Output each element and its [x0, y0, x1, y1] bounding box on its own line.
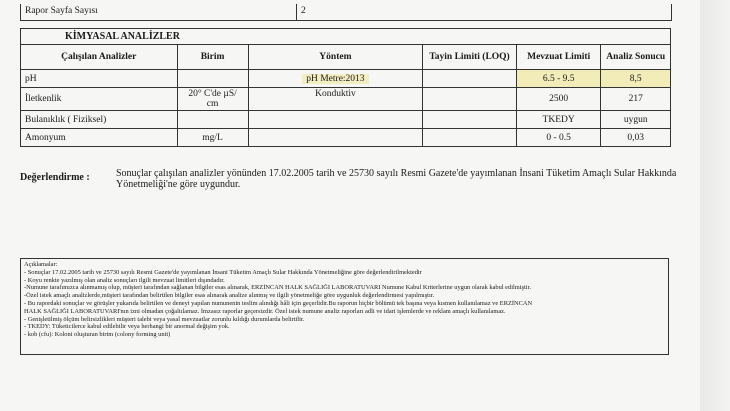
cell-sonuc: 0,03: [601, 129, 671, 147]
header-analiz-sonucu: Analiz Sonucu: [601, 45, 671, 70]
header-mevzuat-limiti: Mevzuat Limiti: [516, 45, 601, 70]
header-birim: Birim: [177, 45, 248, 70]
note-line: - Genişletilmiş ölçüm belirsizlikleri müşteri talebi veya yasal mevzuatlar zorunlu kıldığı durumlarda belirtilir.: [24, 315, 305, 323]
note-line: - kob (cfu): Koloni oluşturan birim (colony forming unit): [24, 331, 171, 339]
cell-analiz: pH: [21, 70, 178, 88]
notes-box: [20, 258, 669, 355]
section-title: KİMYASAL ANALİZLER: [21, 29, 671, 45]
cell-yontem: Konduktiv: [248, 88, 423, 111]
cell-analiz: Bulanıklık ( Fiziksel): [21, 111, 178, 129]
note-line: HALK SAĞLIĞI LABORATUVARI'nın izni olmadan çoğaltılamaz. İmzasız raporlar geçersizdir. Özel istek numune analiz raporları adli ve idari işlemlerde ve reklam amaçlı kullanılamaz.: [24, 307, 506, 315]
scan-margin: [700, 0, 730, 411]
header-yontem: Yöntem: [248, 45, 423, 70]
note-line: -Özel istek amaçlı analizlerde,müşteri tarafından belirtilen bilgiler esas alınarak analize alınmış ve ilgili yönetmeliğe göre uygunluk değerlendirmesi yapılmıştır.: [24, 292, 435, 300]
cell-yontem: [248, 70, 423, 88]
cell-limit: 0 - 0.5: [516, 129, 601, 147]
table-row: [21, 111, 671, 129]
note-line: - TKEDY: Tüketicilerce kabul edilebilir veya herhangi bir anormal değişim yok.: [24, 323, 230, 331]
cell-analiz: Amonyum: [21, 129, 178, 147]
page-count-label: Rapor Sayfa Sayısı: [21, 4, 297, 20]
cell-birim: mg/L: [177, 129, 248, 147]
header-analiz: Çalışılan Analizler: [21, 45, 178, 70]
cell-analiz: İletkenlik: [21, 88, 178, 111]
cell-birim: 20° C'de µS/ cm: [177, 88, 248, 111]
note-line: Açıklamalar:: [24, 261, 58, 268]
chemical-analysis-table: [20, 28, 671, 147]
note-line: - Sonuçlar 17.02.2005 tarih ve 25730 sayılı Resmi Gazete'de yayımlanan İnsani Tüketim Amaçlı Sular Hakkında Yönetmeliğine göre değerlendirilmektedir: [24, 268, 422, 276]
cell-sonuc: uygun: [601, 111, 671, 129]
table-header-row: [21, 45, 671, 70]
cell-loq: [423, 129, 517, 147]
evaluation-label: Değerlendirme :: [20, 172, 90, 183]
table-row: [21, 129, 671, 147]
note-line: - Koyu renkte yazılmış olan analiz sonuçları ilgili mevzuat limitleri dışındadır.: [24, 276, 225, 284]
table-row: [21, 70, 671, 88]
cell-loq: [423, 70, 517, 88]
cell-limit: 6.5 - 9.5: [516, 70, 601, 88]
note-line: -Numune tarafımızca alınmamış olup, müşteri tarafından sağlanan bilgiler esas alınarak, ERZİNCAN HALK SAĞLIĞI LABORATUVARI Numune Kabul Kriterlerine uygun olarak kabul edilmiştir.: [24, 284, 531, 292]
cell-birim: [177, 111, 248, 129]
cell-limit: TKEDY: [516, 111, 601, 129]
cell-birim: [177, 70, 248, 88]
cell-sonuc: 8,5: [601, 70, 671, 88]
cell-sonuc: 217: [601, 88, 671, 111]
page-count-row: [20, 4, 672, 21]
evaluation-block: [20, 168, 680, 190]
cell-limit: 2500: [516, 88, 601, 111]
page-count-value: 2: [301, 6, 306, 16]
cell-yontem: [248, 129, 423, 147]
table-row: [21, 88, 671, 111]
cell-yontem: [248, 111, 423, 129]
header-loq: Tayin Limiti (LOQ): [423, 45, 517, 70]
highlighted-text: pH Metre:2013: [302, 74, 368, 84]
cell-loq: [423, 111, 517, 129]
evaluation-text: Sonuçlar çalışılan analizler yönünden 17.02.2005 tarih ve 25730 sayılı Resmi Gazete'de yayımlanan İnsani Tüketim Amaçlı Sular Hakkında Yönetmeliği'ne göre uygundur.: [116, 168, 677, 190]
cell-loq: [423, 88, 517, 111]
note-line: - Bu rapordaki sonuçlar ve görüşler yukarıda belirtilen ve deneyi yapılan numunenin teslim alındığı hâli için geçerlidir.Bu raporun hiçbir bölümü tek başına veya kısmen kullanılamaz ve ERZİNCAN: [24, 299, 533, 307]
